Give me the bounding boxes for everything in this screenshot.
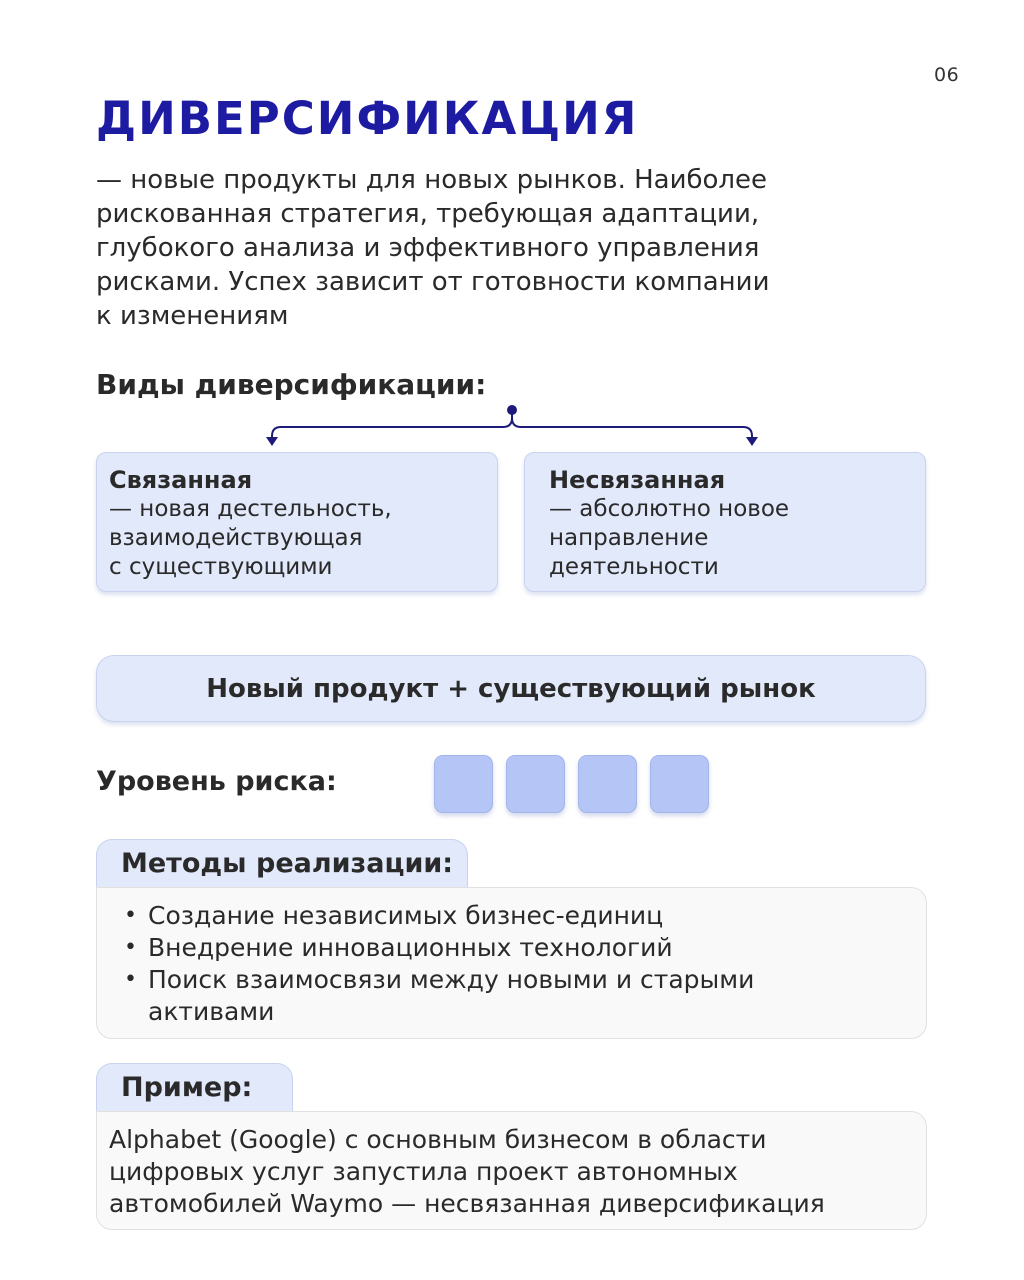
methods-tab-label: Методы реализации:: [96, 839, 468, 889]
method-item: • Создание независимых бизнес-единиц: [148, 900, 886, 932]
branch-connector-diagram: [0, 0, 1024, 460]
page-number: 06: [934, 64, 960, 86]
example-panel: [96, 1111, 927, 1230]
type-card-title: Связанная: [109, 466, 253, 494]
example-line: Alphabet (Google) с основным бизнесом в области: [109, 1125, 767, 1154]
type-card-title: Несвязанная: [549, 466, 726, 494]
page-title: ДИВЕРСИФИКАЦИЯ: [96, 92, 639, 145]
product-market-formula: Новый продукт + существующий рынок: [96, 655, 926, 722]
type-card-description: [549, 495, 913, 582]
intro-line: рискованная стратегия, требующая адаптации,: [96, 199, 760, 229]
example-tab-label: Пример:: [96, 1063, 293, 1113]
intro-line: — новые продукты для новых рынков. Наиболее: [96, 165, 768, 195]
type-card-description: [109, 495, 485, 582]
type-card-desc-line: с существующими: [109, 554, 333, 580]
risk-level-square: [506, 755, 565, 813]
risk-level-square: [434, 755, 493, 813]
type-card-desc-line: — новая дестельность,: [109, 496, 392, 522]
risk-level-square: [650, 755, 709, 813]
example-text: [97, 1112, 926, 1220]
type-card-unrelated: [524, 452, 926, 592]
methods-list: [97, 888, 926, 1028]
type-card-desc-line: — абсолютно новое: [549, 496, 790, 522]
type-card-desc-line: деятельности: [549, 554, 719, 580]
connector-branch-line: [272, 410, 752, 438]
risk-level-indicator: [434, 755, 709, 813]
example-line: цифровых услуг запустила проект автономных: [109, 1157, 738, 1186]
type-card-desc-line: взаимодействующая: [109, 525, 363, 551]
intro-line: рисками. Успех зависит от готовности компании: [96, 267, 770, 297]
method-item: • Внедрение инновационных технологий: [148, 932, 886, 964]
type-card-related: [96, 452, 498, 592]
type-card-desc-line: направление: [549, 525, 709, 551]
risk-level-square: [578, 755, 637, 813]
types-heading: Виды диверсификации:: [96, 368, 487, 401]
intro-line: глубокого анализа и эффективного управления: [96, 233, 760, 263]
example-line: автомобилей Waymo — несвязанная диверсификация: [109, 1189, 825, 1218]
connector-arrowhead-right: [746, 437, 758, 446]
methods-panel: [96, 887, 927, 1039]
method-item: • Поиск взаимосвязи между новыми и старыми активами: [148, 964, 886, 1028]
risk-level-label: Уровень риска:: [96, 766, 337, 797]
connector-arrowhead-left: [266, 437, 278, 446]
intro-line: к изменениям: [96, 301, 289, 331]
